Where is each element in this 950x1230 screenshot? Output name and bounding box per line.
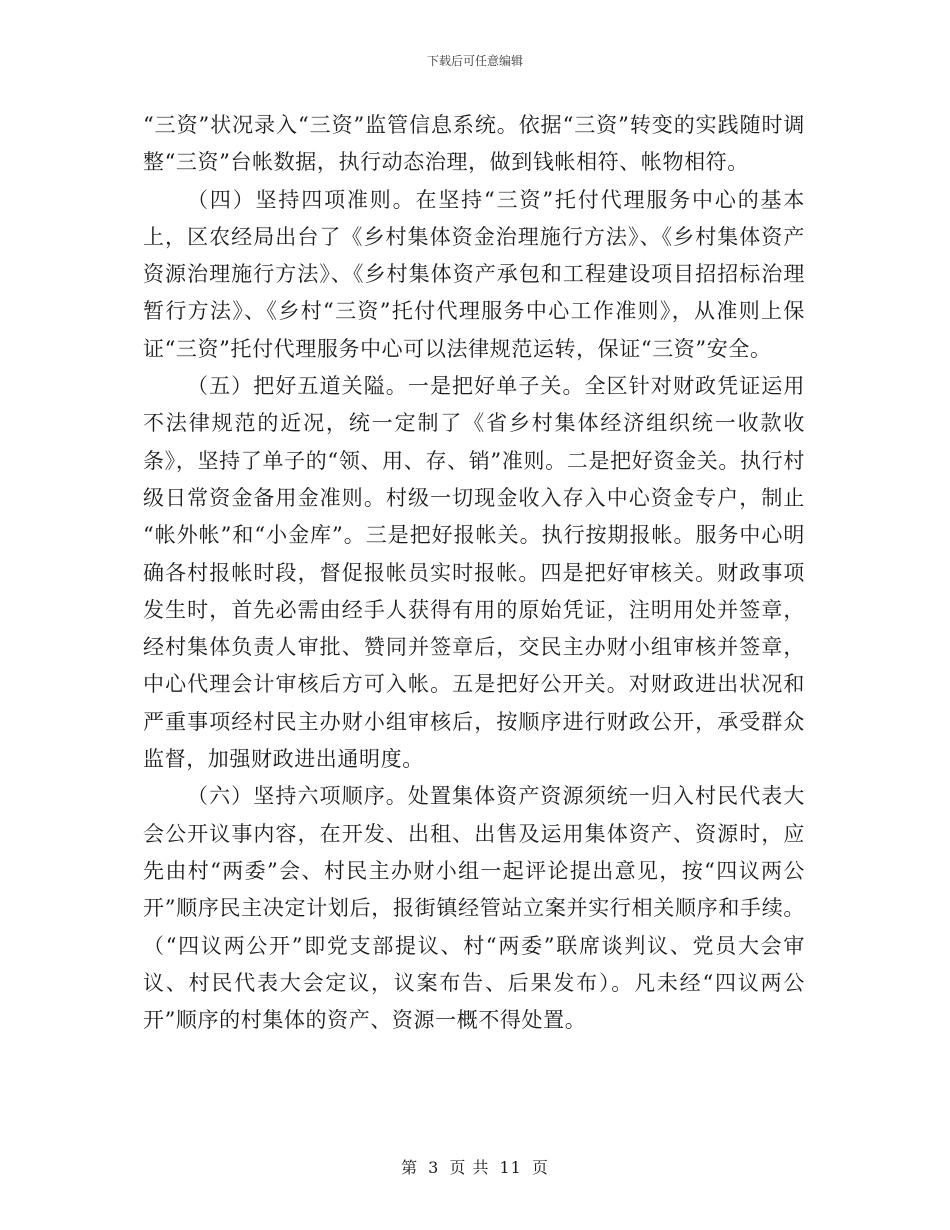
footer-middle: 页 共 bbox=[449, 1158, 490, 1177]
paragraph-continuation: “三资”状况录入“三资”监管信息系统。依据“三资”转变的实践随时调整“三资”台帐数据，执行动态治理，做到钱帐相符、帐物相符。 bbox=[143, 113, 805, 175]
paragraph-section-four: （四）坚持四项准则。在坚持“三资”托付代理服务中心的基本上，区农经局出台了《乡村集体资金治理施行方法》、《乡村集体资产资源治理施行方法》、《乡村集体资产承包和工程建设项目招招标治理暂行方法》、《乡村“三资”托付代理服务中心工作准则》，从准则上保证“三资”托付代理服务中心可以法律规范运转，保证“三资”安全。 bbox=[143, 187, 805, 361]
document-body bbox=[143, 107, 805, 1039]
footer-page-number: 3 bbox=[428, 1158, 440, 1177]
footer-total-pages: 11 bbox=[499, 1158, 522, 1177]
page-footer bbox=[0, 1155, 950, 1178]
footer-suffix: 页 bbox=[531, 1158, 549, 1177]
page-header-note: 下载后可任意编辑 bbox=[426, 54, 523, 68]
paragraph-section-six: （六）坚持六项顺序。处置集体资产资源须统一归入村民代表大会公开议事内容，在开发、出租、出售及运用集体资产、资源时，应先由村“两委”会、村民主办财小组一起评论提出意见，按“四议两公开”顺序民主决定计划后，报街镇经管站立案并实行相关顺序和手续。（“四议两公开”即党支部提议、村“两委”联席谈判议、党员大会审议、村民代表大会定议，议案布告、后果发布）。凡未经“四议两公开”顺序的村集体的资产、资源一概不得处置。 bbox=[143, 784, 805, 1033]
footer-prefix: 第 bbox=[401, 1158, 419, 1177]
paragraph-section-five: （五）把好五道关隘。一是把好单子关。全区针对财政凭证运用不法律规范的近况，统一定制了《省乡村集体经济组织统一收款收条》，坚持了单子的“领、用、存、销”准则。二是把好资金关。执行村级日常资金备用金准则。村级一切现金收入存入中心资金专户，制止 “帐外帐”和“小金库”。三是把好报帐关。执行按期报帐。服务中心明确各村报帐时段，督促报帐员实时报帐。四是把好审核关。财政事项发生时，首先必需由经手人获得有用的原始凭证，注明用处并签章，经村集体负责人审批、赞同并签章后，交民主办财小组审核并签章，中心代理会计审核后方可入帐。五是把好公开关。对财政进出状况和严重事项经村民主办财小组审核后，按顺序进行财政公开，承受群众监督，加强财政进出通明度。 bbox=[143, 374, 805, 772]
